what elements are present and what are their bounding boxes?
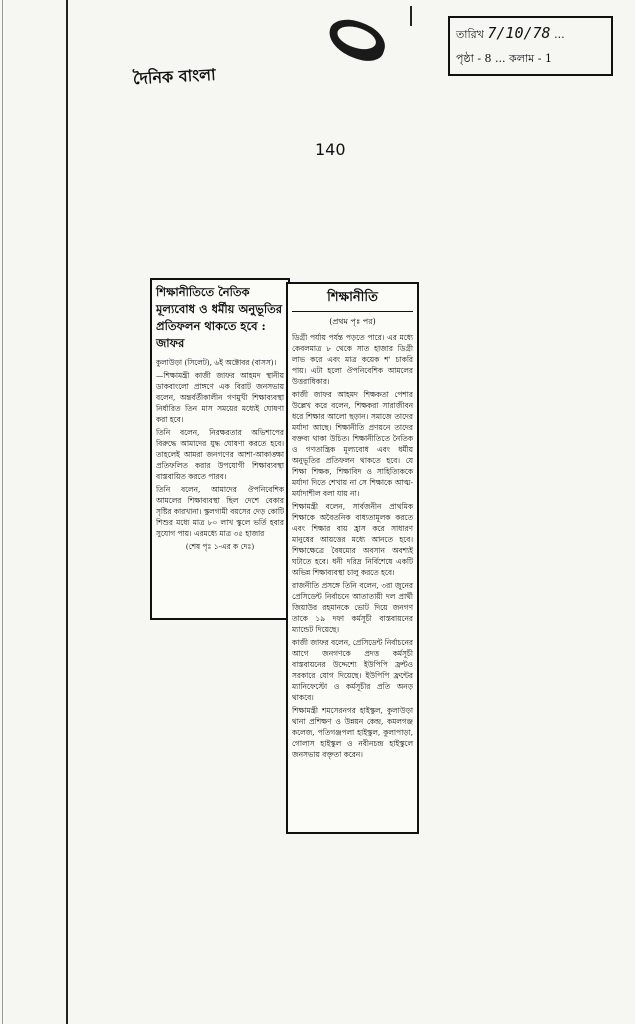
article-clipping <box>150 278 290 620</box>
continuation-paragraph: ডিগ্রী পর্যায় পর্যন্ত পড়তে পারে। এর মধ্যে কেবলমাত্র ৮ থেকে সাত হাজার ডিগ্রী লাভ করে এবং মাত্র কয়েক শ' চাকরি পায়। এটা হলো ঔপনিবেশিক আমলের উত্তরাধিকার। <box>292 333 413 386</box>
page-number: 140 <box>315 140 346 159</box>
stamp-date-label: তারিখ <box>456 28 484 41</box>
stamp-date-row: তারিখ 7/10/78 ... <box>456 24 565 42</box>
continuation-subtitle: (প্রথম পৃঃ পর) <box>329 317 376 326</box>
continued-note: (শেষ পৃঃ ১-এর ক দেঃ) <box>185 542 255 551</box>
article-dateline: কুলাউড়া (সিলেট), ৬ই অক্টোবর (বাসস)। <box>156 358 277 367</box>
binding-margin-line <box>66 0 68 1024</box>
stamp-date-value: 7/10/78 <box>487 24 551 42</box>
newspaper-masthead: দৈনিক বাংলা <box>132 64 217 89</box>
continuation-title: শিক্ষানীতি <box>292 288 413 312</box>
article-paragraph: তিনি বলেন, আমাদের ঔপনিবেশিক আমলের শিক্ষাব্যবস্থা ছিল দেশে বেকার সৃষ্টির কারখানা। স্কুলগামী বয়সের দেড় কোটি শিশুর মধ্যে মাত্র ৮০ লাখ স্কুলে ভর্তি হবার সুযোগ পায়। এরমধ্যে মাত্র ৩৫ হাজার <box>156 485 284 538</box>
continuation-paragraph: কাজী জাফর বলেন, প্রেসিডেন্ট নির্বাচনের আগে জনগণকে প্রদত্ত কর্মসূচী বাস্তবায়নের উদ্দেশ্যে ইউপিপি ফ্রন্টও সরকারে যোগ দিয়েছে। ইউপিপি ফ্রন্টের ম্যানিফেস্টো ও কর্মসূচীর প্রতি অনড় থাকবে। <box>292 638 413 702</box>
article-headline: শিক্ষানীতিতে নৈতিক মূল্যবোধ ও ধর্মীয় অনুভূতির প্রতিফলন থাকতে হবে : জাফর <box>156 285 283 350</box>
page-edge-line <box>2 0 3 1024</box>
continuation-paragraph: কাজী জাফর আহমদ শিক্ষকতা পেশার উল্লেখ করে বলেন, শিক্ষকরা সারাজীবন ধরে শিক্ষার আলো ছড়ান। সমাজে তাদের মর্যাদা আছে। শিক্ষানীতি প্রণয়নে তাদের বক্তব্য থাকা উচিত। শিক্ষানীতিতে নৈতিক ও গণতান্ত্রিক মূল্যবোধ এবং ধর্মীয় অনুভূতির প্রতিফলন থাকতে হবে। যে শিক্ষা শিক্ষক, শিক্ষাবিদ ও সাহিত্যিককে মর্যাদা দিতে শেখায় না সে শিক্ষাকে আত্ম-মর্যাদাশীল বলা যায় না। <box>292 390 413 498</box>
pen-mark <box>410 6 412 26</box>
continuation-paragraph: শিক্ষামন্ত্রী বলেন, সার্বজনীন প্রাথমিক শিক্ষাকে অবৈতনিক বাধ্যতামূলক করতে এবং শিক্ষার বায় হ্রাস করে সাধারণ মানুষের আয়ত্তের মধ্যে আনতে হবে। শিক্ষাক্ষেত্রে বৈষম্যের অবসান অবশ্যই ঘটাতে হবে। ধনী দরিদ্র নির্বিশেষে একটি অভিন্ন শিক্ষাব্যবস্থা চালু করতে হবে। <box>292 502 413 577</box>
stamp-column-value: 1 <box>544 52 552 65</box>
article-paragraph: —শিক্ষামন্ত্রী কাজী জাফর আহমদ স্থানীয় ডাকবাংলো প্রাঙ্গণে এক বিরাট জনসভায় বলেন, অন্তর্বর্তীকালীন গণমুখী শিক্ষাব্যবস্থা নির্ধারিত তিন মাস সময়ের মধ্যেই ঘোষণা করা হবে। <box>156 371 284 424</box>
ink-blot <box>324 14 390 66</box>
continuation-paragraph: শিক্ষামন্ত্রী শমসেরনগর হাইস্কুল, কুলাউড়া থানা প্রশিক্ষণ ও উন্নয়ন কেন্দ্র, কমলগঞ্জ কলেজ, পতিগঞ্জপলা হাইস্কুল, কুলাপাড়া, গোলাস হাইস্কুল ও নবীনচন্দ্র হাইস্কুলে জনসভায় বক্তৃতা করেন। <box>292 706 413 759</box>
stamp-column-label: কলাম <box>509 52 535 65</box>
stamp-page-label: পৃষ্ঠা <box>456 52 474 65</box>
archive-stamp <box>448 16 613 76</box>
stamp-page-row: পৃষ্ঠা - 8 ... কলাম - 1 <box>456 52 552 65</box>
continuation-clipping <box>286 282 419 834</box>
stamp-page-value: 8 <box>484 52 492 65</box>
article-paragraph: তিনি বলেন, নিরক্ষরতার অভিশাপের বিরুদ্ধে আমাদের যুদ্ধ ঘোষণা করতে হবে। তাহলেই আমরা জনগণের আশা-আকাঙ্ক্ষা প্রতিফলিত করার উপযোগী শিক্ষাব্যবস্থা বাস্তবায়িত করতে পারব। <box>156 428 284 481</box>
continuation-paragraph: রাজনীতি প্রসঙ্গে তিনি বলেন, ৩রা জুনের প্রেসিডেন্ট নির্বাচনে আতাতায়ী দল প্রার্থী জিয়াউর রহমানকে ভোট দিয়ে জনগণ তাকে ১৯ দফা কর্মসূচী বাস্তবায়নের ম্যান্ডেট দিয়েছে। <box>292 581 413 634</box>
